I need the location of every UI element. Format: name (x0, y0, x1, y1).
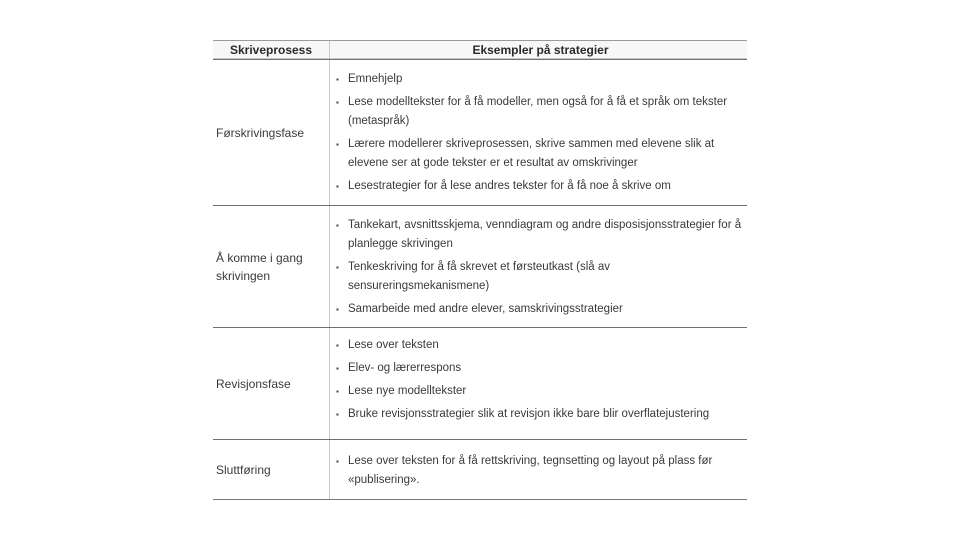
table-row (213, 439, 747, 499)
strategy-list (334, 216, 747, 319)
header-strategies: Eksempler på strategier (472, 42, 609, 57)
table-row (213, 59, 747, 205)
list-item: ▪ Emnehjelp (334, 70, 747, 89)
phase-cell: Å komme i gang skrivingen (213, 206, 330, 327)
strategy-list (334, 336, 747, 424)
list-item: ▪ Lese over teksten for å få rettskriving, tegnsetting og layout på plass før «publisering». (334, 452, 747, 490)
strategies-cell (330, 206, 747, 327)
list-item: ▪ Bruke revisjonsstrategier slik at revisjon ikke bare blir overflatejustering (334, 405, 747, 424)
phase-cell: Revisjonsfase (213, 328, 330, 439)
list-item: ▪ Elev- og lærerrespons (334, 359, 747, 378)
header-phase: Skriveprosess (213, 41, 330, 58)
phase-cell: Sluttføring (213, 440, 330, 499)
strategy-list (334, 452, 747, 490)
list-item: ▪ Samarbeide med andre elever, samskrivingsstrategier (334, 300, 747, 319)
list-item: ▪ Lesestrategier for å lese andres tekster for å få noe å skrive om (334, 177, 747, 196)
strategies-cell (330, 328, 747, 439)
phase-cell: Førskrivingsfase (213, 60, 330, 205)
list-item: ▪ Tenkeskriving for å få skrevet et førsteutkast (slå av sensureringsmekanismene) (334, 258, 747, 296)
list-item: ▪ Lese modelltekster for å få modeller, men også for å få et språk om tekster (metaspråk) (334, 93, 747, 131)
table-header-row (213, 41, 747, 59)
list-item: ▪ Lese over teksten (334, 336, 747, 355)
list-item: ▪ Lærere modellerer skriveprosessen, skrive sammen med elevene slik at elevene ser at gode tekster er et resultat av omskrivinger (334, 135, 747, 173)
list-item: ▪ Tankekart, avsnittsskjema, venndiagram og andre disposisjonsstrategier for å planlegge skrivingen (334, 216, 747, 254)
strategies-cell (330, 60, 747, 205)
list-item: ▪ Lese nye modelltekster (334, 382, 747, 401)
strategy-list (334, 70, 747, 196)
table-row (213, 327, 747, 439)
table-row (213, 205, 747, 327)
strategies-cell (330, 440, 747, 499)
strategy-table (213, 40, 747, 500)
